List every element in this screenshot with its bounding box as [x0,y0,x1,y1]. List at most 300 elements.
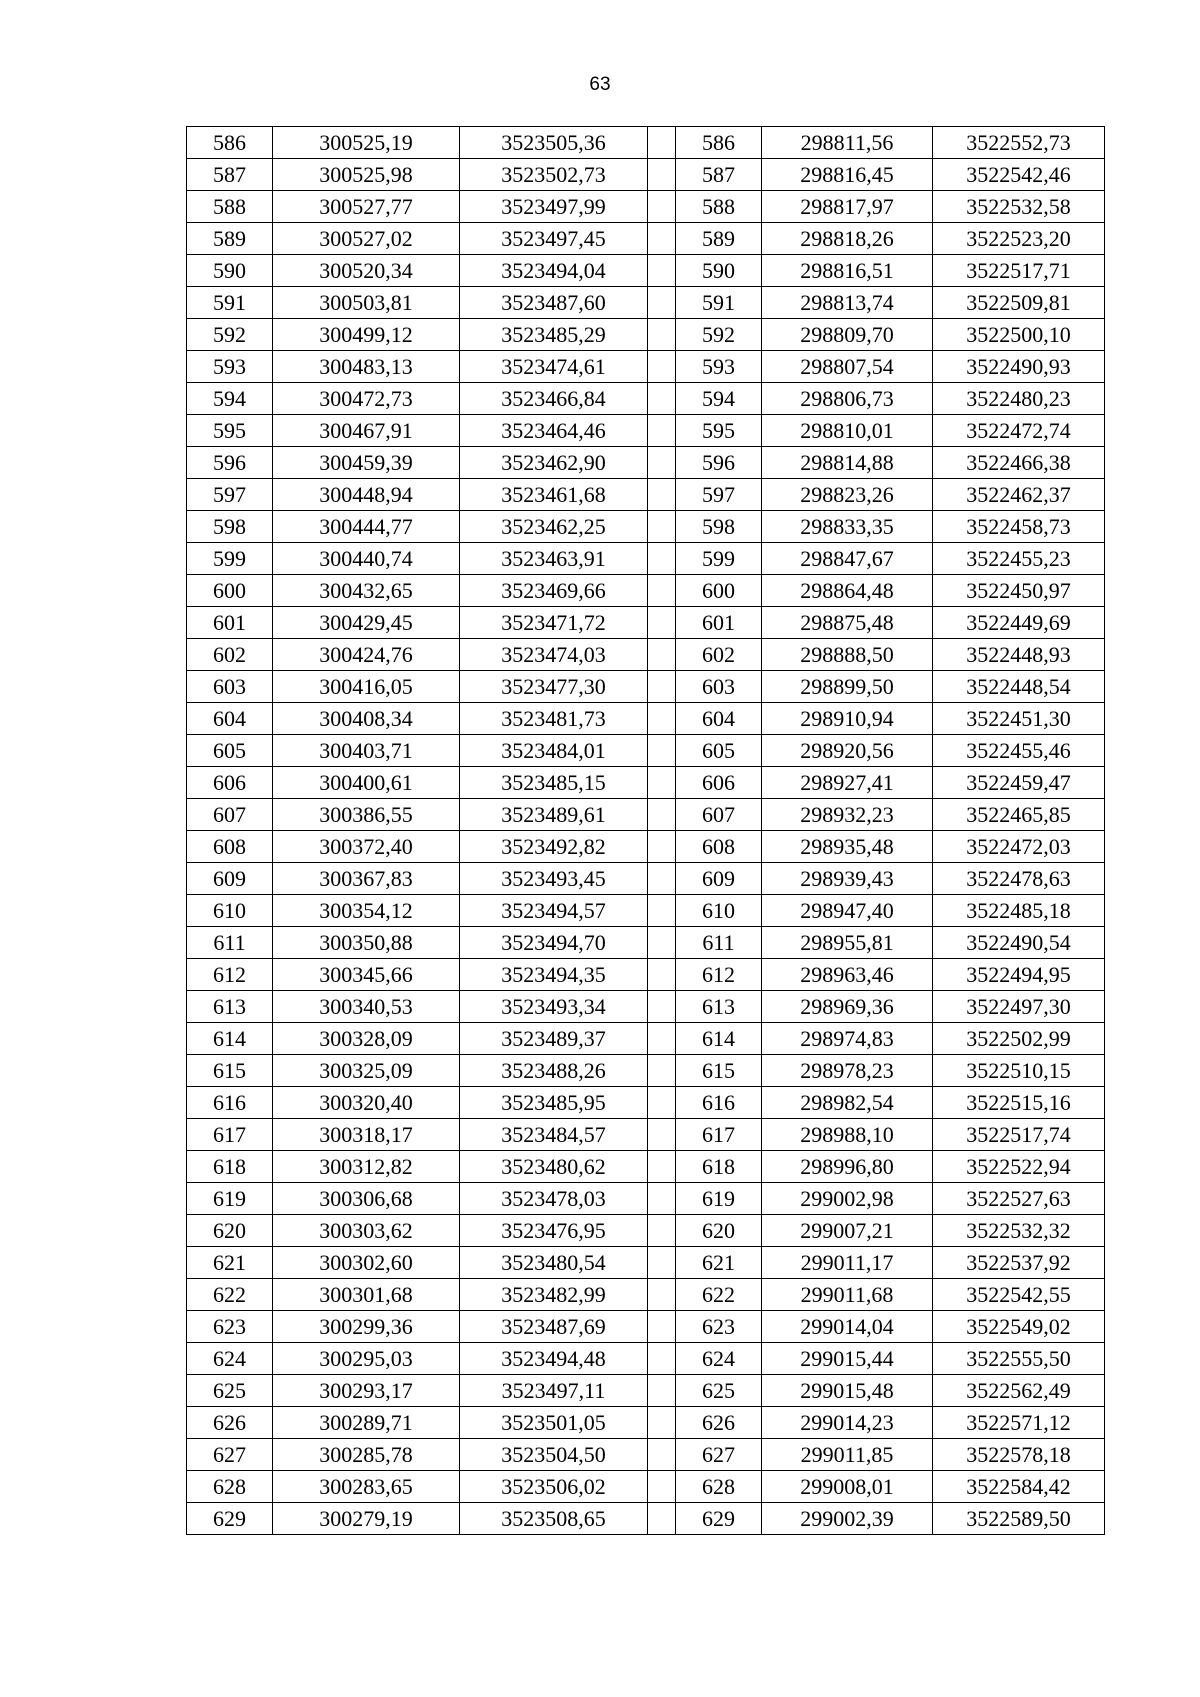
x-coordinate-right-cell: 298910,94 [762,703,933,735]
separator-cell [648,639,676,671]
table-row [187,1439,1105,1471]
x-coordinate-right-cell: 299015,44 [762,1343,933,1375]
point-number-left-cell: 612 [187,959,273,991]
x-coordinate-right-cell: 299015,48 [762,1375,933,1407]
separator-cell [648,1503,676,1535]
point-number-left-cell: 602 [187,639,273,671]
table-row [187,767,1105,799]
y-coordinate-right-cell: 3522478,63 [933,863,1105,895]
point-number-right-cell: 595 [676,415,762,447]
y-coordinate-right-cell: 3522451,30 [933,703,1105,735]
y-coordinate-right-cell: 3522555,50 [933,1343,1105,1375]
separator-cell [648,191,676,223]
y-coordinate-right-cell: 3522455,46 [933,735,1105,767]
point-number-left-cell: 627 [187,1439,273,1471]
point-number-right-cell: 593 [676,351,762,383]
separator-cell [648,895,676,927]
y-coordinate-left-cell: 3523487,60 [460,287,648,319]
separator-cell [648,1023,676,1055]
point-number-left-cell: 603 [187,671,273,703]
point-number-right-cell: 620 [676,1215,762,1247]
x-coordinate-right-cell: 299008,01 [762,1471,933,1503]
table-row [187,1471,1105,1503]
y-coordinate-left-cell: 3523494,70 [460,927,648,959]
y-coordinate-left-cell: 3523474,61 [460,351,648,383]
x-coordinate-left-cell: 300400,61 [273,767,460,799]
x-coordinate-left-cell: 300525,19 [273,127,460,159]
y-coordinate-left-cell: 3523484,01 [460,735,648,767]
point-number-right-cell: 596 [676,447,762,479]
x-coordinate-left-cell: 300408,34 [273,703,460,735]
point-number-right-cell: 609 [676,863,762,895]
point-number-left-cell: 624 [187,1343,273,1375]
table-row [187,255,1105,287]
x-coordinate-right-cell: 298818,26 [762,223,933,255]
point-number-right-cell: 598 [676,511,762,543]
point-number-left-cell: 597 [187,479,273,511]
separator-cell [648,319,676,351]
y-coordinate-left-cell: 3523464,46 [460,415,648,447]
y-coordinate-left-cell: 3523461,68 [460,479,648,511]
point-number-right-cell: 622 [676,1279,762,1311]
point-number-left-cell: 617 [187,1119,273,1151]
x-coordinate-right-cell: 299014,23 [762,1407,933,1439]
separator-cell [648,1247,676,1279]
table-row [187,1215,1105,1247]
point-number-right-cell: 589 [676,223,762,255]
x-coordinate-right-cell: 298807,54 [762,351,933,383]
x-coordinate-left-cell: 300345,66 [273,959,460,991]
y-coordinate-right-cell: 3522472,03 [933,831,1105,863]
y-coordinate-right-cell: 3522455,23 [933,543,1105,575]
x-coordinate-left-cell: 300299,36 [273,1311,460,1343]
separator-cell [648,575,676,607]
point-number-left-cell: 592 [187,319,273,351]
y-coordinate-left-cell: 3523489,61 [460,799,648,831]
table-row [187,1119,1105,1151]
point-number-left-cell: 587 [187,159,273,191]
y-coordinate-right-cell: 3522466,38 [933,447,1105,479]
table-row [187,575,1105,607]
page-number: 63 [589,74,611,95]
table-row [187,415,1105,447]
y-coordinate-right-cell: 3522527,63 [933,1183,1105,1215]
y-coordinate-left-cell: 3523494,48 [460,1343,648,1375]
y-coordinate-right-cell: 3522448,93 [933,639,1105,671]
separator-cell [648,1055,676,1087]
separator-cell [648,1215,676,1247]
separator-cell [648,543,676,575]
y-coordinate-left-cell: 3523485,29 [460,319,648,351]
point-number-right-cell: 628 [676,1471,762,1503]
y-coordinate-left-cell: 3523478,03 [460,1183,648,1215]
point-number-left-cell: 628 [187,1471,273,1503]
table-row [187,671,1105,703]
point-number-right-cell: 615 [676,1055,762,1087]
point-number-right-cell: 606 [676,767,762,799]
point-number-right-cell: 604 [676,703,762,735]
y-coordinate-left-cell: 3523493,45 [460,863,648,895]
x-coordinate-right-cell: 299002,98 [762,1183,933,1215]
point-number-right-cell: 608 [676,831,762,863]
point-number-left-cell: 615 [187,1055,273,1087]
x-coordinate-right-cell: 298920,56 [762,735,933,767]
x-coordinate-left-cell: 300403,71 [273,735,460,767]
x-coordinate-left-cell: 300320,40 [273,1087,460,1119]
y-coordinate-left-cell: 3523487,69 [460,1311,648,1343]
y-coordinate-left-cell: 3523497,45 [460,223,648,255]
point-number-left-cell: 616 [187,1087,273,1119]
y-coordinate-right-cell: 3522515,16 [933,1087,1105,1119]
separator-cell [648,159,676,191]
x-coordinate-right-cell: 298806,73 [762,383,933,415]
y-coordinate-right-cell: 3522509,81 [933,287,1105,319]
point-number-left-cell: 595 [187,415,273,447]
x-coordinate-left-cell: 300432,65 [273,575,460,607]
y-coordinate-right-cell: 3522502,99 [933,1023,1105,1055]
y-coordinate-left-cell: 3523462,90 [460,447,648,479]
point-number-left-cell: 618 [187,1151,273,1183]
table-row [187,1183,1105,1215]
separator-cell [648,1407,676,1439]
point-number-left-cell: 606 [187,767,273,799]
table-row [187,799,1105,831]
separator-cell [648,1375,676,1407]
point-number-left-cell: 604 [187,703,273,735]
x-coordinate-right-cell: 298813,74 [762,287,933,319]
separator-cell [648,831,676,863]
point-number-left-cell: 600 [187,575,273,607]
point-number-left-cell: 596 [187,447,273,479]
y-coordinate-right-cell: 3522517,71 [933,255,1105,287]
x-coordinate-left-cell: 300293,17 [273,1375,460,1407]
table-row [187,159,1105,191]
x-coordinate-left-cell: 300448,94 [273,479,460,511]
point-number-right-cell: 610 [676,895,762,927]
table-row [187,735,1105,767]
separator-cell [648,991,676,1023]
x-coordinate-right-cell: 298875,48 [762,607,933,639]
y-coordinate-left-cell: 3523471,72 [460,607,648,639]
x-coordinate-right-cell: 299002,39 [762,1503,933,1535]
separator-cell [648,255,676,287]
table-row [187,639,1105,671]
point-number-left-cell: 614 [187,1023,273,1055]
x-coordinate-left-cell: 300285,78 [273,1439,460,1471]
x-coordinate-left-cell: 300386,55 [273,799,460,831]
separator-cell [648,863,676,895]
separator-cell [648,415,676,447]
separator-cell [648,703,676,735]
x-coordinate-left-cell: 300459,39 [273,447,460,479]
point-number-right-cell: 602 [676,639,762,671]
table-row [187,1055,1105,1087]
x-coordinate-left-cell: 300289,71 [273,1407,460,1439]
separator-cell [648,447,676,479]
point-number-right-cell: 603 [676,671,762,703]
y-coordinate-left-cell: 3523480,62 [460,1151,648,1183]
point-number-left-cell: 611 [187,927,273,959]
y-coordinate-right-cell: 3522571,12 [933,1407,1105,1439]
x-coordinate-left-cell: 300429,45 [273,607,460,639]
y-coordinate-left-cell: 3523497,11 [460,1375,648,1407]
x-coordinate-right-cell: 298809,70 [762,319,933,351]
y-coordinate-left-cell: 3523489,37 [460,1023,648,1055]
table-row [187,1311,1105,1343]
point-number-left-cell: 626 [187,1407,273,1439]
y-coordinate-left-cell: 3523494,35 [460,959,648,991]
table-row [187,927,1105,959]
point-number-left-cell: 590 [187,255,273,287]
y-coordinate-right-cell: 3522459,47 [933,767,1105,799]
point-number-left-cell: 593 [187,351,273,383]
y-coordinate-left-cell: 3523502,73 [460,159,648,191]
y-coordinate-left-cell: 3523481,73 [460,703,648,735]
point-number-right-cell: 617 [676,1119,762,1151]
point-number-left-cell: 623 [187,1311,273,1343]
table-row [187,511,1105,543]
x-coordinate-right-cell: 298833,35 [762,511,933,543]
coordinates-table-body [187,127,1105,1535]
x-coordinate-left-cell: 300444,77 [273,511,460,543]
point-number-right-cell: 591 [676,287,762,319]
x-coordinate-right-cell: 298927,41 [762,767,933,799]
x-coordinate-left-cell: 300527,02 [273,223,460,255]
y-coordinate-right-cell: 3522542,46 [933,159,1105,191]
point-number-right-cell: 616 [676,1087,762,1119]
table-row [187,1343,1105,1375]
point-number-right-cell: 586 [676,127,762,159]
point-number-left-cell: 609 [187,863,273,895]
y-coordinate-right-cell: 3522532,32 [933,1215,1105,1247]
y-coordinate-right-cell: 3522472,74 [933,415,1105,447]
table-row [187,863,1105,895]
table-row [187,1087,1105,1119]
x-coordinate-right-cell: 298988,10 [762,1119,933,1151]
x-coordinate-right-cell: 298847,67 [762,543,933,575]
y-coordinate-left-cell: 3523497,99 [460,191,648,223]
y-coordinate-left-cell: 3523480,54 [460,1247,648,1279]
x-coordinate-right-cell: 298996,80 [762,1151,933,1183]
table-row [187,895,1105,927]
x-coordinate-right-cell: 299014,04 [762,1311,933,1343]
x-coordinate-right-cell: 298899,50 [762,671,933,703]
y-coordinate-right-cell: 3522523,20 [933,223,1105,255]
table-row [187,831,1105,863]
table-row [187,383,1105,415]
point-number-left-cell: 599 [187,543,273,575]
x-coordinate-right-cell: 298982,54 [762,1087,933,1119]
separator-cell [648,1311,676,1343]
table-row [187,223,1105,255]
point-number-left-cell: 594 [187,383,273,415]
y-coordinate-right-cell: 3522517,74 [933,1119,1105,1151]
y-coordinate-right-cell: 3522450,97 [933,575,1105,607]
x-coordinate-right-cell: 298864,48 [762,575,933,607]
point-number-right-cell: 624 [676,1343,762,1375]
table-row [187,319,1105,351]
table-row [187,1023,1105,1055]
separator-cell [648,927,676,959]
separator-cell [648,351,676,383]
point-number-left-cell: 607 [187,799,273,831]
point-number-right-cell: 625 [676,1375,762,1407]
x-coordinate-right-cell: 298955,81 [762,927,933,959]
x-coordinate-right-cell: 298814,88 [762,447,933,479]
x-coordinate-right-cell: 298969,36 [762,991,933,1023]
y-coordinate-right-cell: 3522494,95 [933,959,1105,991]
y-coordinate-left-cell: 3523492,82 [460,831,648,863]
y-coordinate-right-cell: 3522449,69 [933,607,1105,639]
y-coordinate-left-cell: 3523505,36 [460,127,648,159]
x-coordinate-left-cell: 300499,12 [273,319,460,351]
point-number-right-cell: 612 [676,959,762,991]
table-row [187,191,1105,223]
separator-cell [648,223,676,255]
point-number-right-cell: 594 [676,383,762,415]
point-number-right-cell: 618 [676,1151,762,1183]
x-coordinate-right-cell: 298811,56 [762,127,933,159]
x-coordinate-right-cell: 298817,97 [762,191,933,223]
separator-cell [648,1343,676,1375]
point-number-left-cell: 621 [187,1247,273,1279]
separator-cell [648,287,676,319]
x-coordinate-left-cell: 300467,91 [273,415,460,447]
point-number-right-cell: 627 [676,1439,762,1471]
y-coordinate-left-cell: 3523482,99 [460,1279,648,1311]
point-number-right-cell: 592 [676,319,762,351]
separator-cell [648,383,676,415]
y-coordinate-right-cell: 3522522,94 [933,1151,1105,1183]
x-coordinate-left-cell: 300302,60 [273,1247,460,1279]
y-coordinate-right-cell: 3522485,18 [933,895,1105,927]
table-row [187,1279,1105,1311]
point-number-right-cell: 613 [676,991,762,1023]
point-number-right-cell: 597 [676,479,762,511]
y-coordinate-left-cell: 3523463,91 [460,543,648,575]
x-coordinate-left-cell: 300472,73 [273,383,460,415]
x-coordinate-right-cell: 299011,17 [762,1247,933,1279]
point-number-left-cell: 629 [187,1503,273,1535]
y-coordinate-right-cell: 3522490,93 [933,351,1105,383]
x-coordinate-left-cell: 300527,77 [273,191,460,223]
separator-cell [648,607,676,639]
x-coordinate-left-cell: 300525,98 [273,159,460,191]
y-coordinate-left-cell: 3523494,57 [460,895,648,927]
table-row [187,287,1105,319]
y-coordinate-left-cell: 3523469,66 [460,575,648,607]
table-row [187,1407,1105,1439]
x-coordinate-left-cell: 300295,03 [273,1343,460,1375]
table-row [187,127,1105,159]
x-coordinate-right-cell: 298935,48 [762,831,933,863]
point-number-left-cell: 591 [187,287,273,319]
y-coordinate-right-cell: 3522500,10 [933,319,1105,351]
point-number-right-cell: 588 [676,191,762,223]
x-coordinate-right-cell: 298810,01 [762,415,933,447]
y-coordinate-right-cell: 3522552,73 [933,127,1105,159]
x-coordinate-right-cell: 298816,51 [762,255,933,287]
table-row [187,479,1105,511]
x-coordinate-left-cell: 300306,68 [273,1183,460,1215]
separator-cell [648,735,676,767]
point-number-left-cell: 605 [187,735,273,767]
y-coordinate-right-cell: 3522589,50 [933,1503,1105,1535]
y-coordinate-right-cell: 3522465,85 [933,799,1105,831]
table-row [187,543,1105,575]
point-number-left-cell: 608 [187,831,273,863]
point-number-right-cell: 614 [676,1023,762,1055]
separator-cell [648,1151,676,1183]
point-number-right-cell: 605 [676,735,762,767]
point-number-left-cell: 598 [187,511,273,543]
point-number-left-cell: 601 [187,607,273,639]
table-row [187,1503,1105,1535]
point-number-left-cell: 620 [187,1215,273,1247]
separator-cell [648,767,676,799]
x-coordinate-left-cell: 300440,74 [273,543,460,575]
point-number-right-cell: 590 [676,255,762,287]
y-coordinate-right-cell: 3522578,18 [933,1439,1105,1471]
x-coordinate-right-cell: 298947,40 [762,895,933,927]
x-coordinate-left-cell: 300340,53 [273,991,460,1023]
x-coordinate-left-cell: 300416,05 [273,671,460,703]
separator-cell [648,1471,676,1503]
x-coordinate-left-cell: 300424,76 [273,639,460,671]
point-number-left-cell: 625 [187,1375,273,1407]
y-coordinate-right-cell: 3522462,37 [933,479,1105,511]
x-coordinate-left-cell: 300325,09 [273,1055,460,1087]
y-coordinate-left-cell: 3523476,95 [460,1215,648,1247]
x-coordinate-right-cell: 299007,21 [762,1215,933,1247]
y-coordinate-right-cell: 3522497,30 [933,991,1105,1023]
y-coordinate-left-cell: 3523474,03 [460,639,648,671]
x-coordinate-left-cell: 300483,13 [273,351,460,383]
x-coordinate-right-cell: 298963,46 [762,959,933,991]
point-number-right-cell: 599 [676,543,762,575]
point-number-right-cell: 600 [676,575,762,607]
table-row [187,991,1105,1023]
table-row [187,1151,1105,1183]
separator-cell [648,1087,676,1119]
y-coordinate-right-cell: 3522510,15 [933,1055,1105,1087]
point-number-right-cell: 611 [676,927,762,959]
point-number-left-cell: 588 [187,191,273,223]
point-number-left-cell: 586 [187,127,273,159]
table-row [187,1375,1105,1407]
x-coordinate-right-cell: 298974,83 [762,1023,933,1055]
x-coordinate-left-cell: 300303,62 [273,1215,460,1247]
y-coordinate-left-cell: 3523485,15 [460,767,648,799]
y-coordinate-left-cell: 3523484,57 [460,1119,648,1151]
x-coordinate-left-cell: 300318,17 [273,1119,460,1151]
x-coordinate-left-cell: 300503,81 [273,287,460,319]
x-coordinate-left-cell: 300283,65 [273,1471,460,1503]
y-coordinate-right-cell: 3522480,23 [933,383,1105,415]
point-number-left-cell: 610 [187,895,273,927]
y-coordinate-left-cell: 3523508,65 [460,1503,648,1535]
y-coordinate-right-cell: 3522584,42 [933,1471,1105,1503]
x-coordinate-right-cell: 298939,43 [762,863,933,895]
x-coordinate-right-cell: 299011,68 [762,1279,933,1311]
y-coordinate-left-cell: 3523462,25 [460,511,648,543]
coordinates-table [186,126,1105,1535]
separator-cell [648,127,676,159]
separator-cell [648,479,676,511]
y-coordinate-right-cell: 3522562,49 [933,1375,1105,1407]
table-row [187,351,1105,383]
y-coordinate-left-cell: 3523485,95 [460,1087,648,1119]
